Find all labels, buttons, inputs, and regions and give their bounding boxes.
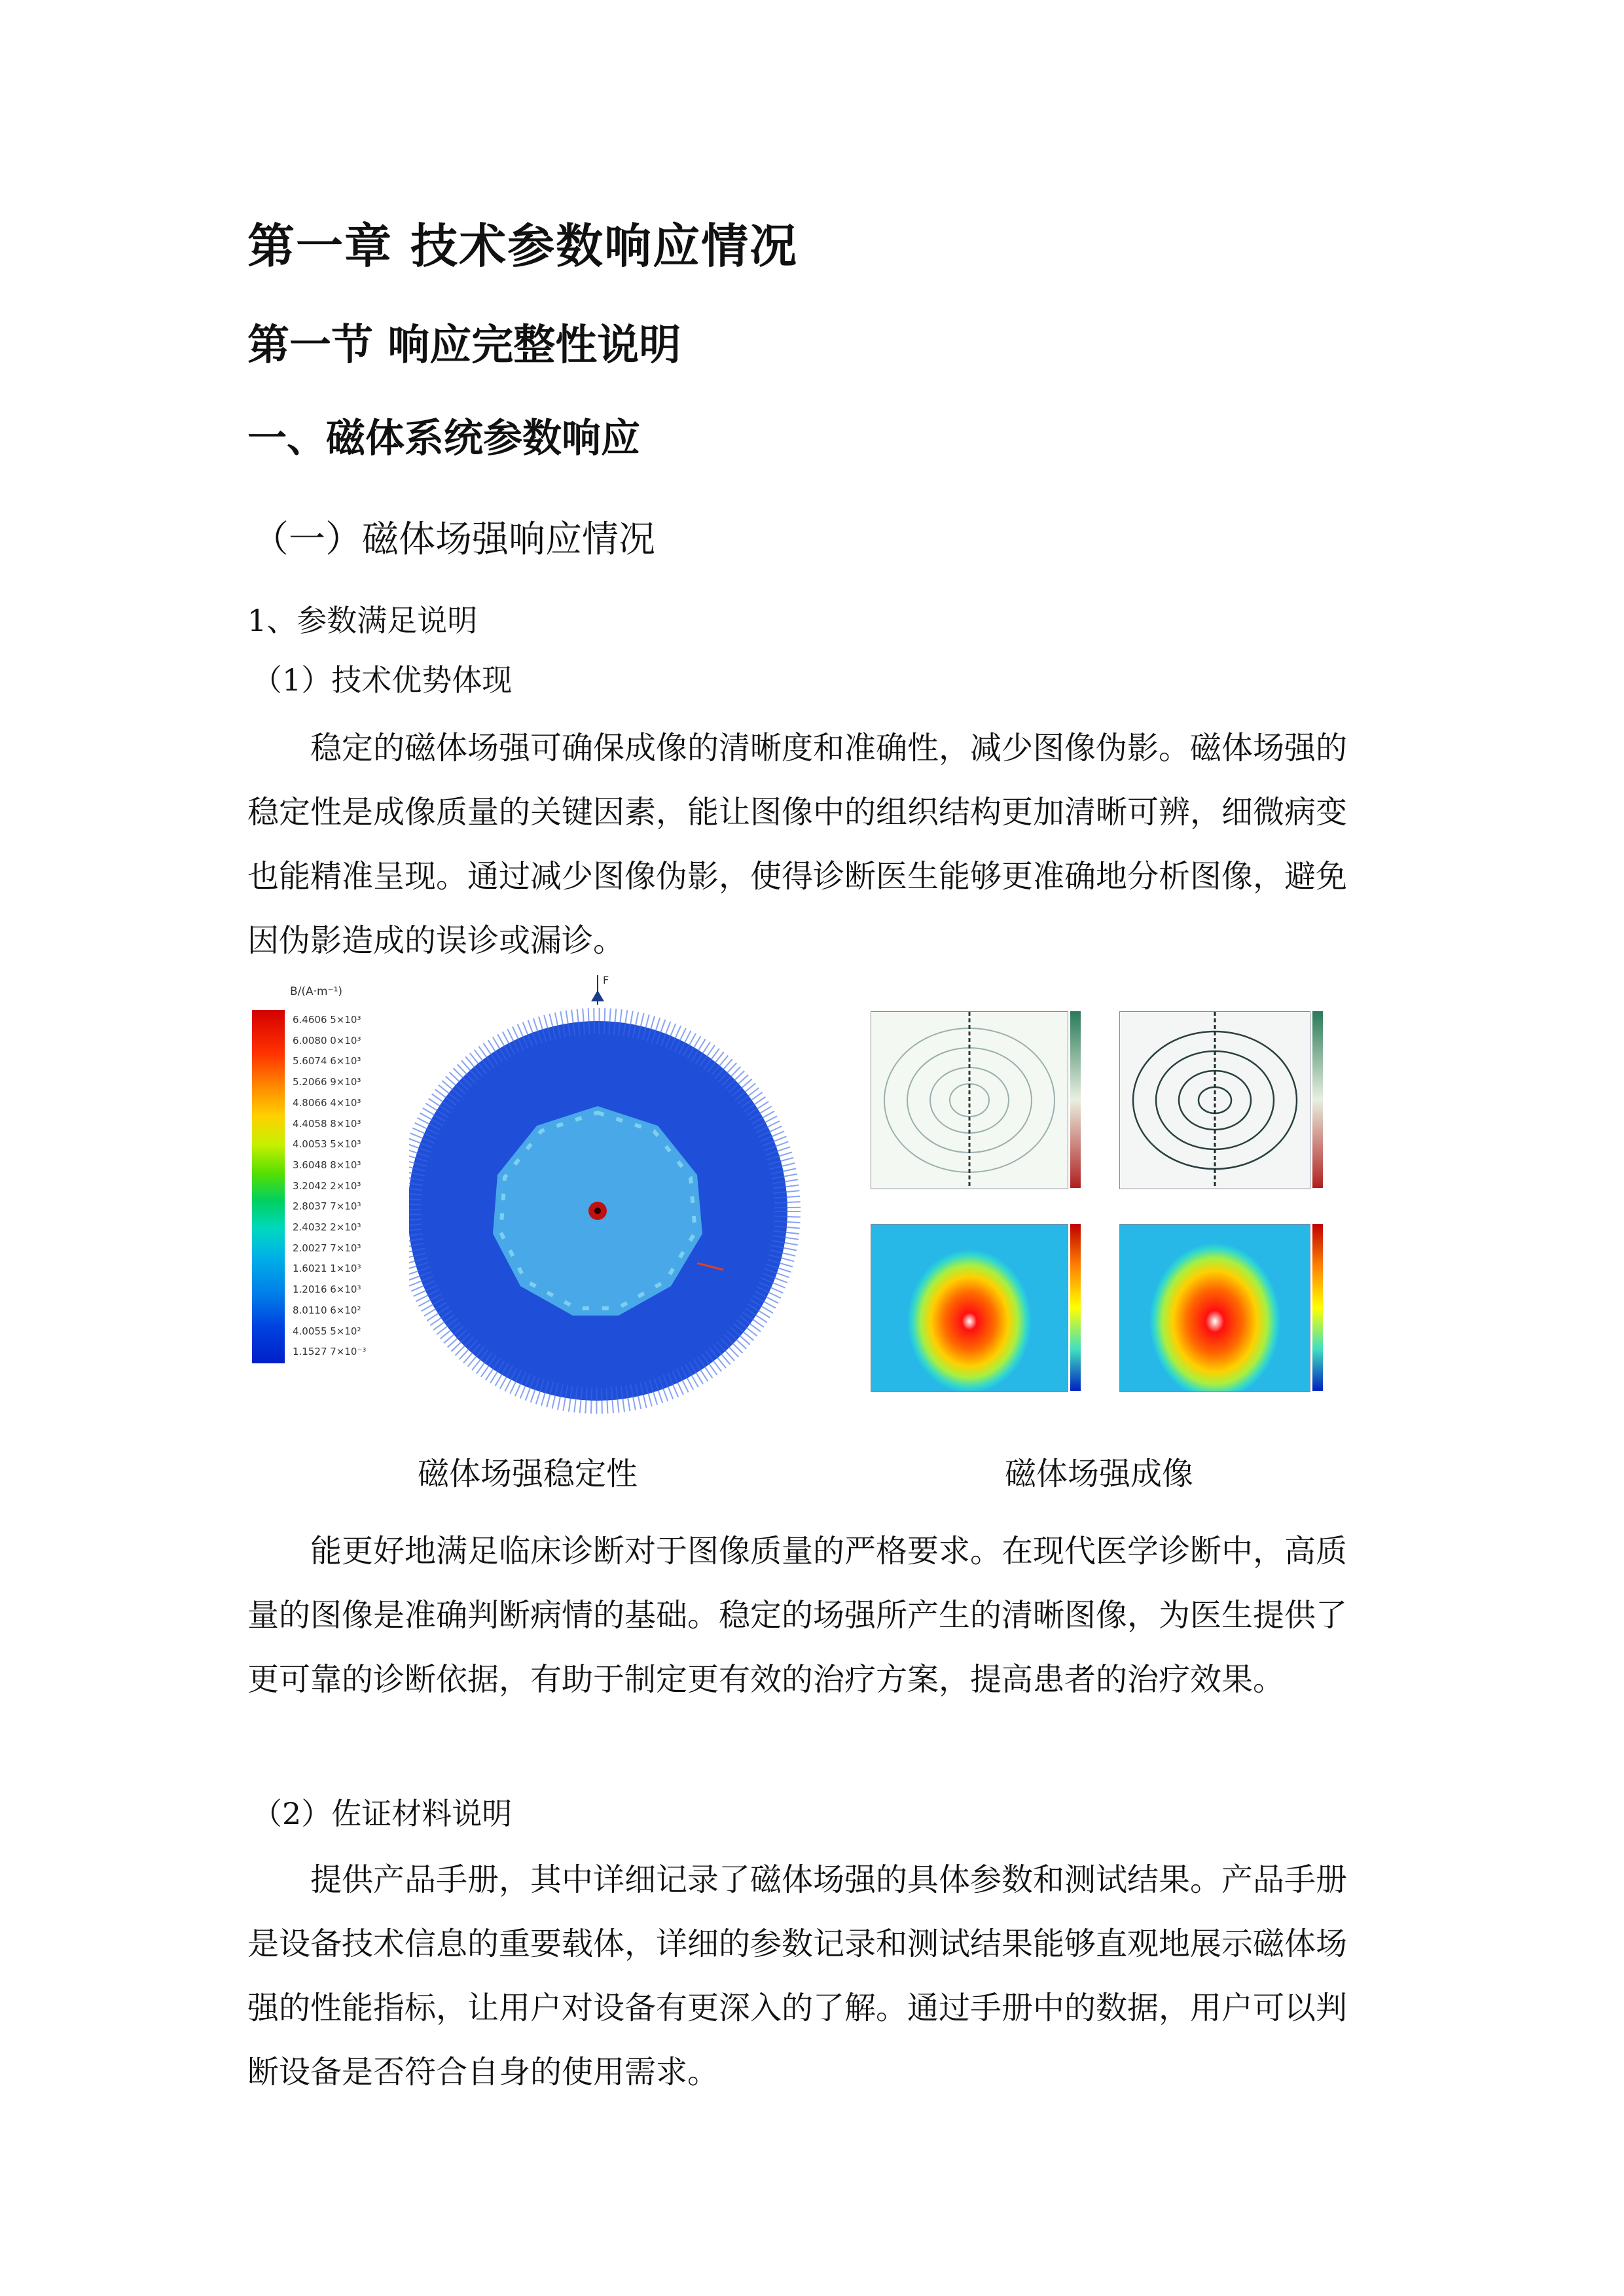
color-scale-bar bbox=[252, 1010, 285, 1363]
legend-value: 6.4606 5×10³ bbox=[293, 1014, 361, 1026]
item-title: 1、参数满足说明 bbox=[247, 603, 478, 638]
heatmap-plot-1 bbox=[871, 1224, 1068, 1392]
colorbar-4 bbox=[1312, 1224, 1323, 1391]
legend-value: 1.2016 6×10³ bbox=[293, 1283, 361, 1296]
force-label: F bbox=[603, 974, 609, 986]
legend-value: 2.8037 7×10³ bbox=[293, 1200, 361, 1213]
legend-value: 2.0027 7×10³ bbox=[293, 1242, 361, 1254]
evidence-title: （2）佐证材料说明 bbox=[252, 1796, 513, 1831]
paragraph-1: 稳定的磁体场强可确保成像的清晰度和准确性，减少图像伪影。磁体场强的稳定性是成像质量的关键因素，能让图像中的组织结构更加清晰可辨，细微病变也能精准呈现。通过减少图像伪影，使得诊断医生能够更准确地分析图像，避免因伪影造成的误诊或漏诊。 bbox=[247, 730, 1348, 959]
legend-value: 8.0110 6×10² bbox=[293, 1304, 361, 1316]
legend-value: 5.6074 6×10³ bbox=[293, 1055, 361, 1067]
section-title: 第一节 响应完整性说明 bbox=[247, 321, 681, 370]
colorbar-2 bbox=[1312, 1011, 1323, 1188]
legend-value: 4.0055 5×10² bbox=[293, 1325, 361, 1337]
legend-value: 4.0053 5×10³ bbox=[293, 1138, 361, 1151]
paragraph-3: 提供产品手册，其中详细记录了磁体场强的具体参数和测试结果。产品手册是设备技术信息的重要载体，详细的参数记录和测试结果能够直观地展示磁体场强的性能指标，让用户对设备有更深入的了解。通过手册中的数据，用户可以判断设备是否符合自身的使用需求。 bbox=[247, 1861, 1348, 2090]
legend-value: 4.8066 4×10³ bbox=[293, 1096, 361, 1109]
legend-value: 2.4032 2×10³ bbox=[293, 1221, 361, 1234]
legend-value: 3.6048 8×10³ bbox=[293, 1158, 361, 1171]
chapter-title: 第一章 技术参数响应情况 bbox=[247, 219, 799, 274]
heatmap-plot-2 bbox=[1119, 1224, 1310, 1392]
colorbar-3 bbox=[1070, 1224, 1081, 1391]
caption-field-imaging: 磁体场强成像 bbox=[1005, 1456, 1194, 1492]
legend-labels bbox=[293, 1010, 384, 1363]
sub-subsection-title: （一）磁体场强响应情况 bbox=[252, 518, 655, 561]
streamline-plot-1 bbox=[871, 1011, 1068, 1189]
field-stability-plot bbox=[409, 972, 815, 1420]
paragraph-2: 能更好地满足临床诊断对于图像质量的严格要求。在现代医学诊断中，高质量的图像是准确判断病情的基础。稳定的场强所产生的清晰图像，为医生提供了更可靠的诊断依据，有助于制定更有效的治疗方案，提高患者的治疗效果。 bbox=[247, 1533, 1348, 1698]
legend-value: 6.0080 0×10³ bbox=[293, 1034, 361, 1047]
caption-field-stability: 磁体场强稳定性 bbox=[418, 1456, 638, 1492]
advantage-title: （1）技术优势体现 bbox=[252, 662, 513, 698]
subsection-title: 一、磁体系统参数响应 bbox=[247, 416, 640, 461]
legend-title: B/(A·m⁻¹) bbox=[290, 985, 343, 998]
colorbar-1 bbox=[1070, 1011, 1081, 1188]
legend-value: 1.1527 7×10⁻³ bbox=[293, 1346, 367, 1358]
legend-value: 4.4058 8×10³ bbox=[293, 1117, 361, 1130]
streamline-plot-2 bbox=[1119, 1011, 1310, 1189]
legend-value: 5.2066 9×10³ bbox=[293, 1076, 361, 1088]
force-arrow-head bbox=[591, 990, 604, 1001]
legend-value: 3.2042 2×10³ bbox=[293, 1179, 361, 1192]
field-imaging-figure bbox=[844, 985, 1368, 1417]
legend-value: 1.6021 1×10³ bbox=[293, 1263, 361, 1275]
field-stability-figure bbox=[252, 972, 821, 1420]
